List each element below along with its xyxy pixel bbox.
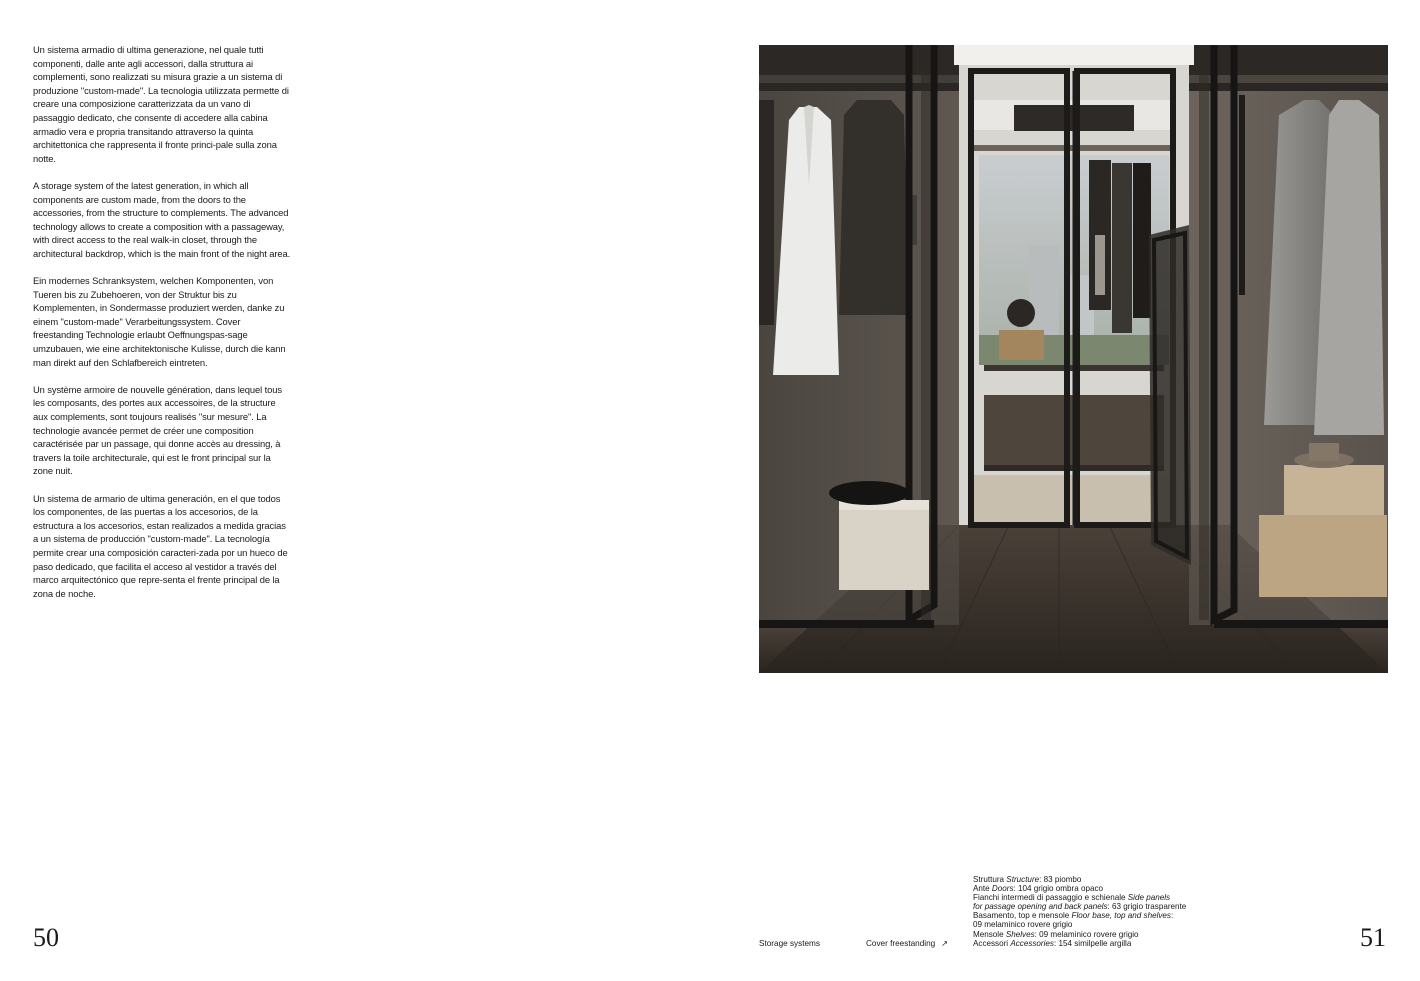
footer-product-link[interactable] (866, 939, 948, 949)
footer-section-label: Storage systems (759, 939, 820, 948)
walk-in-closet-photo (759, 45, 1388, 673)
spec-line: Accessori Accessories: 154 similpelle argilla (973, 938, 1132, 948)
spec-line: Mensole Shelves: 09 melaminico rovere grigio (973, 929, 1139, 939)
paragraph-german: Ein modernes Schranksystem, welchen Komponenten, von Tueren bis zu Zubehoeren, von der Struktur bis zu Komplementen, in Sondermasse produziert werden, danke zu einem "custom-made" Verarbeitungssystem. Cover freestanding Technologie erlaubt Oeffnungspas-sage umzubauen, wie eine architektonische Kulisse, durch die kann man direkt auf den Schlafbereich eintreten. (33, 275, 286, 368)
page-number-right: 51 (1360, 923, 1386, 952)
spec-line: for passage opening and back panels: 63 grigio trasparente (973, 902, 1187, 912)
spec-line: 09 melaminico rovere grigio (973, 920, 1073, 930)
description-text (33, 43, 291, 614)
spec-line: Ante Doors: 104 grigio ombra opaco (973, 884, 1104, 894)
page-number-left: 50 (33, 923, 59, 952)
arrow-up-right-icon: ↗ (941, 939, 948, 948)
paragraph-english: A storage system of the latest generation, in which all components are custom made, from the doors to the accessories, from the structure to complements. The advanced technology allows to create a composition with a passageway, with direct access to the real walk-in closet, through the architectural backdrop, which is the main front of the night area. (33, 179, 291, 259)
paragraph-french: Un système armoire de nouvelle génération, dans lequel tous les composants, des portes aux accessoires, de la structure aux complements, sont toujours realisés "sur mesure". La technologie avancée permet de créer une composition caractérisée par un passage, qui donne accès au dressing, à travers la toile architecturale, qui est le front principal sur la zone nuit. (33, 383, 282, 477)
footer-product-label: Cover freestanding (866, 939, 936, 948)
paragraph-spanish: Un sistema de armario de ultima generación, en el que todos los componentes, de las puertas a los accesorios, de la estructura a los accesorios, estan realizados a medida gracias a un sistema de producción "custom-made". La tecnología permite crear una composición caracteri-zada por un hueco de paso dedicado, que facilita el acceso al vestidor a través del marco arquitectónico que repre-senta el frente principal de la zona de noche. (33, 492, 288, 599)
spec-line: Fianchi intermedi di passaggio e schienale Side panels (973, 893, 1171, 903)
spec-line: Basamento, top e mensole Floor base, top and shelves: (973, 911, 1174, 921)
spec-line: Struttura Structure: 83 piombo (973, 875, 1082, 884)
finish-specifications (973, 875, 1233, 948)
paragraph-italian: Un sistema armadio di ultima generazione, nel quale tutti componenti, dalle ante agli accessori, dalla struttura ai complementi, sono realizzati su misura grazie a un sistema di produzione "custom-made". La tecnologia utilizzata permette di creare una composizione caratterizzata da un vano di passaggio dedicato, che consente di accedere alla cabina armadio vera e propria transitando attraverso la quinta architettonica che rappresenta il fronte princi-pale sulla zona notte. (33, 44, 289, 164)
